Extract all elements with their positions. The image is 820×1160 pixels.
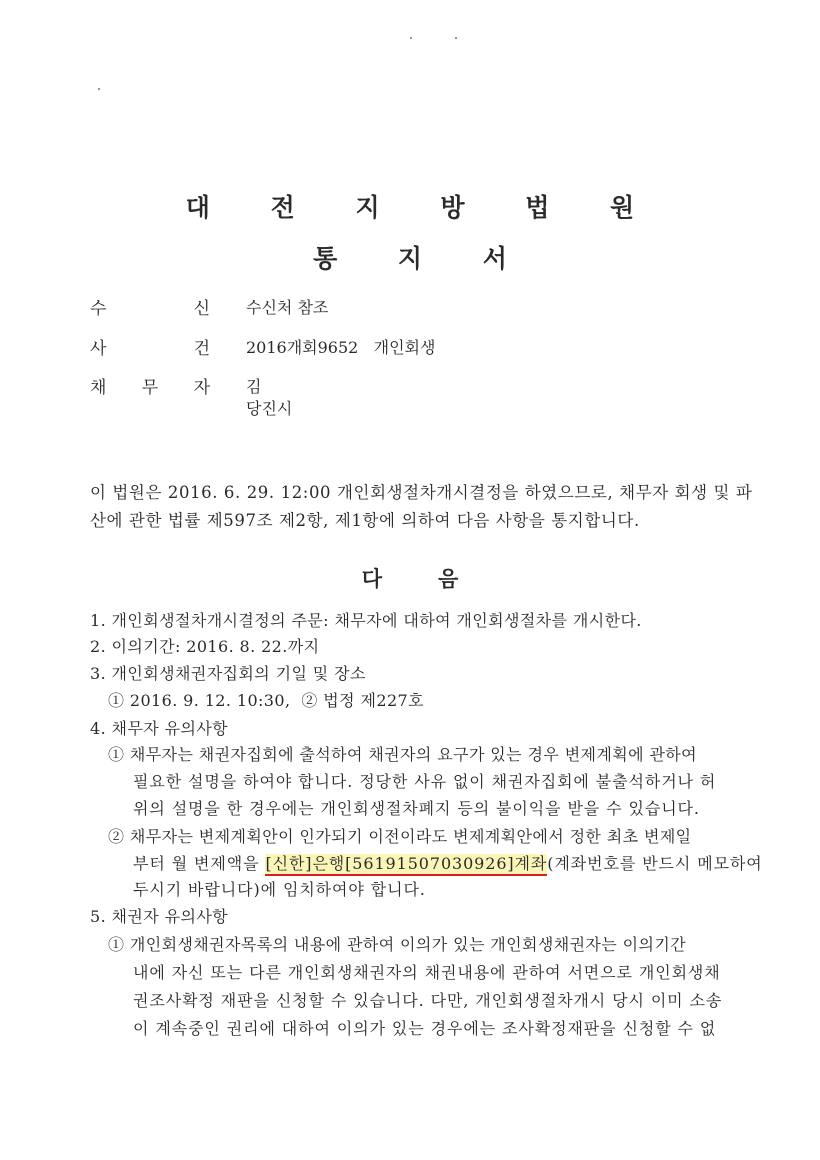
item-5-1-line: 이 계속중인 권리에 대하여 이의가 있는 경우에는 조사확정재판을 신청할 수 없 — [133, 1019, 717, 1038]
intro-line: 산에 관한 법률 제597조 제2항, 제1항에 의하여 다음 사항을 통지합니다. — [90, 511, 640, 530]
recipient-value: 수신처 참조 — [246, 298, 329, 317]
case-value: 2016개회9652 개인회생 — [246, 338, 436, 357]
bank-account-highlight: [신한]은행[56191507030926]계좌 — [265, 854, 547, 876]
item-4-2-line: ② 채무자는 변제계획안이 인가되기 이전이라도 변제계획안에서 정한 최초 변제일 — [108, 827, 692, 846]
case-label: 사 건 — [90, 339, 210, 359]
item-5-1-line: ① 개인회생채권자목록의 내용에 관하여 이의가 있는 개인회생채권자는 이의기간 — [108, 935, 687, 954]
item-4: 4. 채무자 유의사항 — [90, 719, 229, 738]
item-4-1-line: ① 채무자는 채권자집회에 출석하여 채권자의 요구가 있는 경우 변제계획에 관하여 — [108, 745, 698, 764]
debtor-label: 채 무 자 — [90, 378, 210, 398]
item-4-2-line: 두시기 바랍니다)에 임치하여야 합니다. — [133, 880, 426, 899]
document-title: 통 지 서 — [313, 244, 533, 273]
debtor-name: 김 — [246, 377, 262, 396]
item-5: 5. 채권자 유의사항 — [90, 907, 229, 926]
item-3-detail: ① 2016. 9. 12. 10:30, ② 법정 제227호 — [108, 691, 424, 710]
court-name: 대 전 지 방 법 원 — [185, 193, 661, 222]
item-4-1-line: 위의 설명을 한 경우에는 개인회생절차폐지 등의 불이익을 받을 수 있습니다. — [133, 799, 700, 818]
item-3: 3. 개인회생채권자집회의 기일 및 장소 — [90, 664, 366, 683]
scan-speck — [410, 37, 412, 39]
item-5-1-line: 내에 자신 또는 다른 개인회생채권자의 채권내용에 관하여 서면으로 개인회생채 — [133, 963, 721, 982]
scan-speck — [98, 88, 100, 90]
item-5-1-line: 권조사확정 재판을 신청할 수 있습니다. 다만, 개인회생절차개시 당시 이미 소송 — [133, 991, 723, 1010]
debtor-address: 당진시 — [246, 399, 293, 418]
item-4-1-line: 필요한 설명을 하여야 합니다. 정당한 사유 없이 채권자집회에 불출석하거나 허 — [133, 772, 717, 791]
item-2: 2. 이의기간: 2016. 8. 22.까지 — [90, 637, 320, 656]
item-1: 1. 개인회생절차개시결정의 주문: 채무자에 대하여 개인회생절차를 개시한다. — [90, 611, 642, 630]
section-heading: 다 음 — [361, 566, 459, 591]
item-4-2-line: 부터 월 변제액을 [신한]은행[56191507030926]계좌(계좌번호를 반드시 메모하여 — [133, 851, 763, 874]
scan-speck — [455, 37, 457, 39]
intro-line: 이 법원은 2016. 6. 29. 12:00 개인회생절차개시결정을 하였으므로, 채무자 회생 및 파 — [90, 483, 753, 502]
recipient-label: 수 신 — [90, 299, 210, 319]
